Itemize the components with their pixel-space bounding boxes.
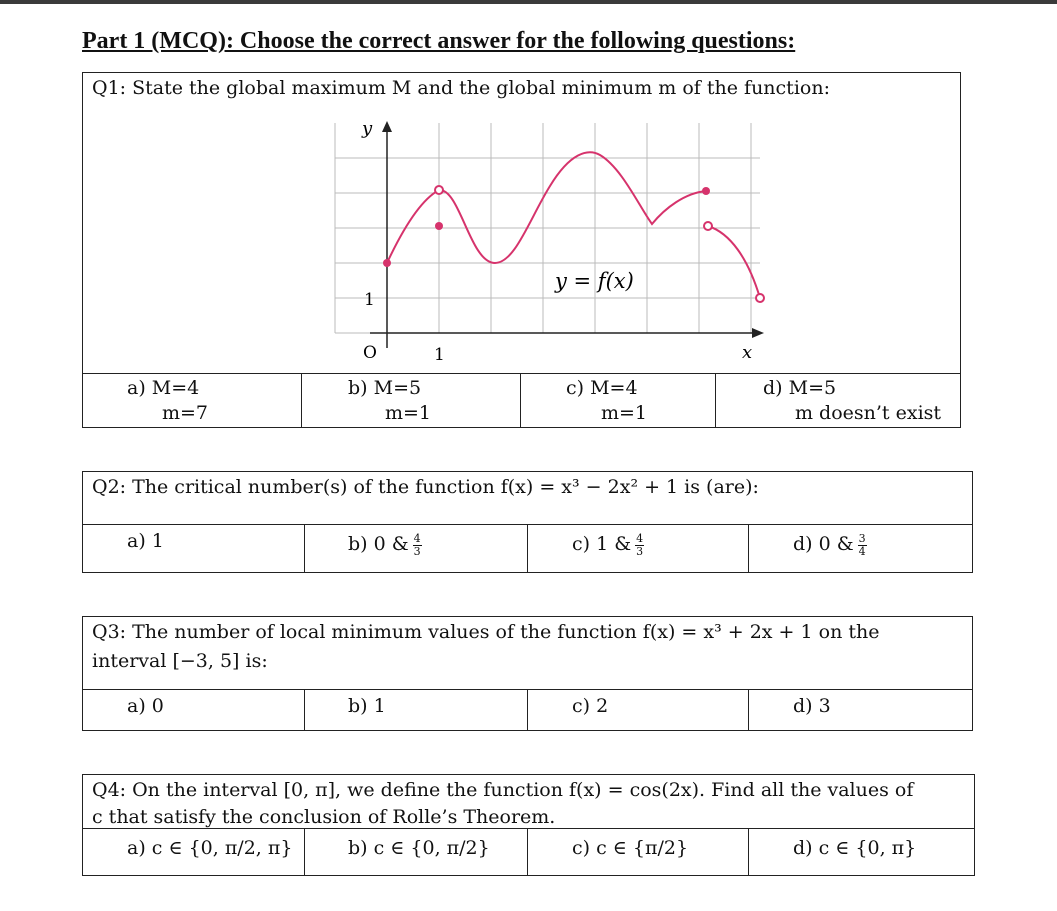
q4-question-line2: c that satisfy the conclusion of Rolle’s Theorem. bbox=[92, 806, 556, 828]
q2-option-a[interactable]: a) 1 bbox=[127, 530, 164, 552]
x-axis-arrow bbox=[752, 328, 764, 338]
q2-option-c[interactable]: c) 1 & $\frac{4}{3}$ bbox=[572, 531, 644, 558]
origin-label: O bbox=[363, 343, 377, 363]
y-axis-arrow bbox=[382, 121, 392, 132]
q1-function-graph bbox=[330, 118, 770, 368]
q1-question-text: Q1: State the global maximum M and the global minimum m of the function: bbox=[92, 77, 830, 99]
section-heading: Part 1 (MCQ): Choose the correct answer for the following questions: bbox=[82, 28, 796, 54]
y-tick-label: 1 bbox=[364, 290, 375, 310]
q4-option-c[interactable]: c) c ∈ {π/2} bbox=[572, 837, 689, 859]
q4-option-b[interactable]: b) c ∈ {0, π/2} bbox=[348, 837, 490, 859]
q3-option-b[interactable]: b) 1 bbox=[348, 695, 386, 717]
q1-option-c-sub: m=1 bbox=[601, 402, 648, 424]
q4-option-d[interactable]: d) c ∈ {0, π} bbox=[793, 837, 917, 859]
q3-option-c[interactable]: c) 2 bbox=[572, 695, 609, 717]
q1-option-d[interactable]: d) M=5 bbox=[763, 377, 837, 399]
q3-option-d[interactable]: d) 3 bbox=[793, 695, 831, 717]
open-dot-right bbox=[704, 222, 712, 230]
q1-option-a[interactable]: a) M=4 bbox=[127, 377, 200, 399]
x-axis-label: x bbox=[742, 342, 753, 363]
x-tick-label: 1 bbox=[434, 345, 445, 365]
q1-option-d-sub: m doesn’t exist bbox=[795, 402, 942, 424]
open-dot-peak bbox=[435, 186, 443, 194]
q1-option-c[interactable]: c) M=4 bbox=[566, 377, 638, 399]
graph-grid bbox=[335, 123, 760, 333]
q4-question-line1: Q4: On the interval [0, π], we define the function f(x) = cos(2x). Find all the values of bbox=[92, 779, 914, 801]
q2-option-b[interactable]: b) 0 & $\frac{4}{3}$ bbox=[348, 531, 421, 558]
open-dot-end bbox=[756, 294, 764, 302]
function-label: y = f(x) bbox=[555, 269, 634, 293]
closed-dot-start bbox=[383, 259, 391, 267]
q1-option-a-sub: m=7 bbox=[162, 402, 209, 424]
closed-dot-right bbox=[702, 187, 710, 195]
q1-option-b-sub: m=1 bbox=[385, 402, 432, 424]
q4-option-a[interactable]: a) c ∈ {0, π/2, π} bbox=[127, 837, 293, 859]
q2-option-d[interactable]: d) 0 & $\frac{3}{4}$ bbox=[793, 531, 866, 558]
q3-question-line1: Q3: The number of local minimum values of the function f(x) = x³ + 2x + 1 on the bbox=[92, 621, 880, 643]
top-border bbox=[0, 0, 1057, 4]
closed-dot-below bbox=[435, 222, 443, 230]
q1-option-b[interactable]: b) M=5 bbox=[348, 377, 422, 399]
q3-question-line2: interval [−3, 5] is: bbox=[92, 650, 268, 672]
y-axis-label: y bbox=[362, 118, 373, 139]
q2-question-text: Q2: The critical number(s) of the function f(x) = x³ − 2x² + 1 is (are): bbox=[92, 476, 759, 498]
q3-option-a[interactable]: a) 0 bbox=[127, 695, 164, 717]
